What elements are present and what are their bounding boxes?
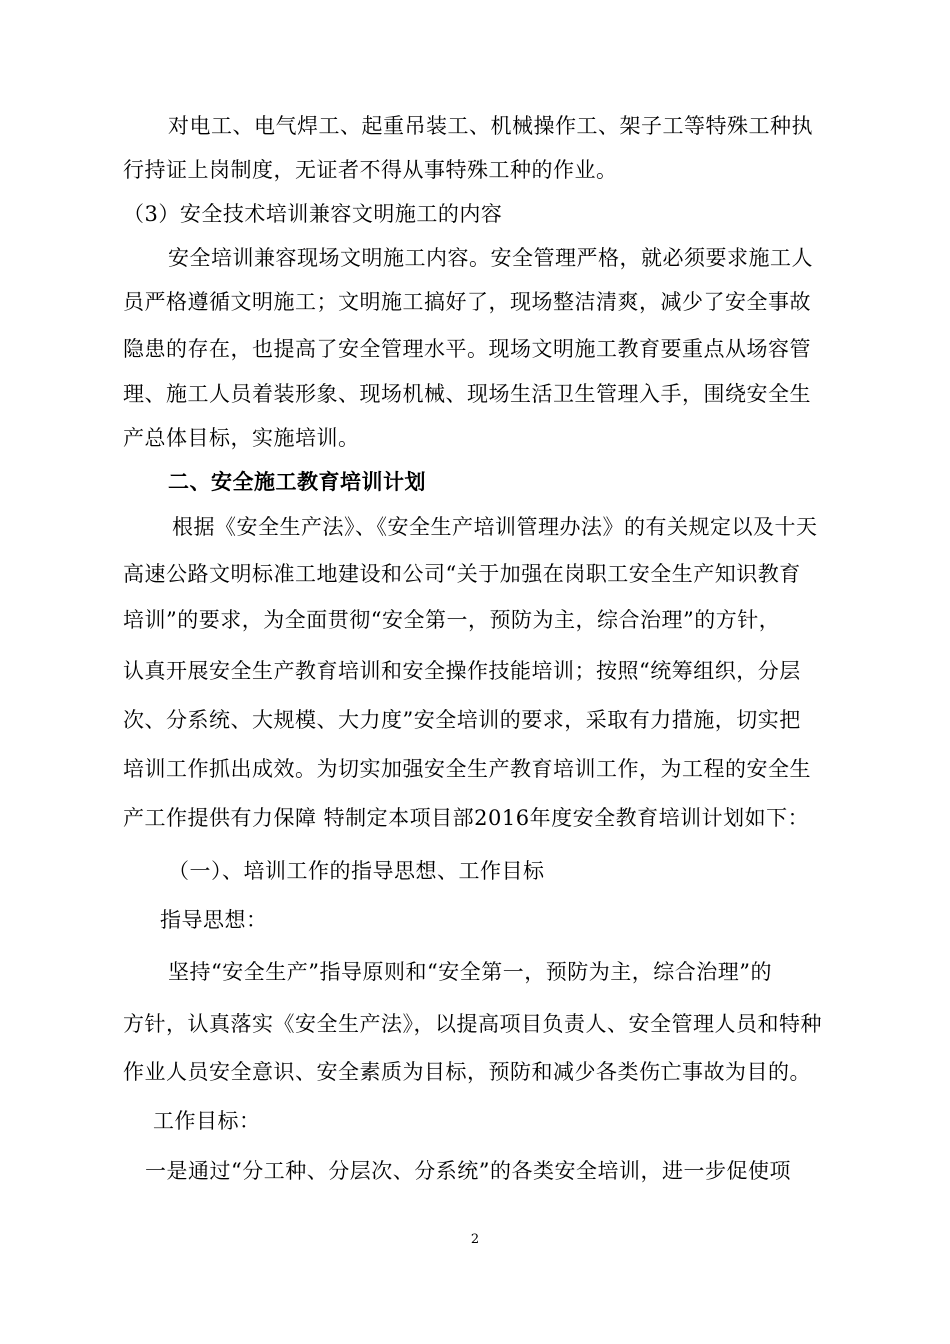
paragraph-line: 培训工作抓出成效。为切实加强安全生产教育培训工作，为工程的安全生 bbox=[123, 757, 811, 781]
paragraph-line: 一是通过“分工种、分层次、分系统”的各类安全培训，进一步促使项 bbox=[145, 1159, 791, 1183]
section-heading: （3）安全技术培训兼容文明施工的内容 bbox=[123, 202, 503, 226]
paragraph-line: 作业人员安全意识、安全素质为目标，预防和减少各类伤亡事故为目的。 bbox=[123, 1060, 811, 1084]
paragraph-line: 根据《安全生产法》、《安全生产培训管理办法》的有关规定以及十天 bbox=[172, 515, 818, 539]
paragraph-line: 次、分系统、大规模、大力度”安全培训的要求，采取有力措施，切实把 bbox=[123, 708, 801, 732]
paragraph-line: 理、施工人员着装形象、现场机械、现场生活卫生管理入手，围绕安全生 bbox=[123, 382, 811, 406]
paragraph-line: 对电工、电气焊工、起重吊装工、机械操作工、架子工等特殊工种执 bbox=[168, 114, 813, 138]
page-number: 2 bbox=[470, 1232, 480, 1247]
paragraph-line: 高速公路文明标准工地建设和公司“关于加强在岗职工安全生产知识教育 bbox=[123, 562, 801, 586]
section-heading: 二、安全施工教育培训计划 bbox=[168, 470, 426, 494]
paragraph-line: 方针，认真落实《安全生产法》，以提高项目负责人、安全管理人员和特种 bbox=[123, 1012, 822, 1036]
paragraph-line: 产总体目标，实施培训。 bbox=[123, 426, 360, 450]
paragraph-line: 产工作提供有力保障 特制定本项目部2016年度安全教育培训计划如下： bbox=[123, 806, 810, 830]
paragraph-line: 员严格遵循文明施工；文明施工搞好了，现场整洁清爽，减少了安全事故 bbox=[123, 290, 811, 314]
subsection-heading: （一）、培训工作的指导思想、工作目标 bbox=[168, 859, 545, 883]
paragraph-line: 行持证上岗制度，无证者不得从事特殊工种的作业。 bbox=[123, 158, 618, 182]
paragraph-line: 培训”的要求，为全面贯彻“安全第一，预防为主，综合治理”的方针， bbox=[123, 608, 781, 632]
paragraph-label: 指导思想： bbox=[160, 908, 268, 932]
paragraph-line: 隐患的存在，也提高了安全管理水平。现场文明施工教育要重点从场容管 bbox=[123, 337, 811, 361]
paragraph-line: 坚持“安全生产”指导原则和“安全第一，预防为主，综合治理”的 bbox=[168, 960, 772, 984]
paragraph-label: 工作目标： bbox=[153, 1109, 261, 1133]
paragraph-line: 安全培训兼容现场文明施工内容。安全管理严格，就必须要求施工人 bbox=[168, 246, 813, 270]
paragraph-line: 认真开展安全生产教育培训和安全操作技能培训；按照“统筹组织，分层 bbox=[123, 659, 801, 683]
